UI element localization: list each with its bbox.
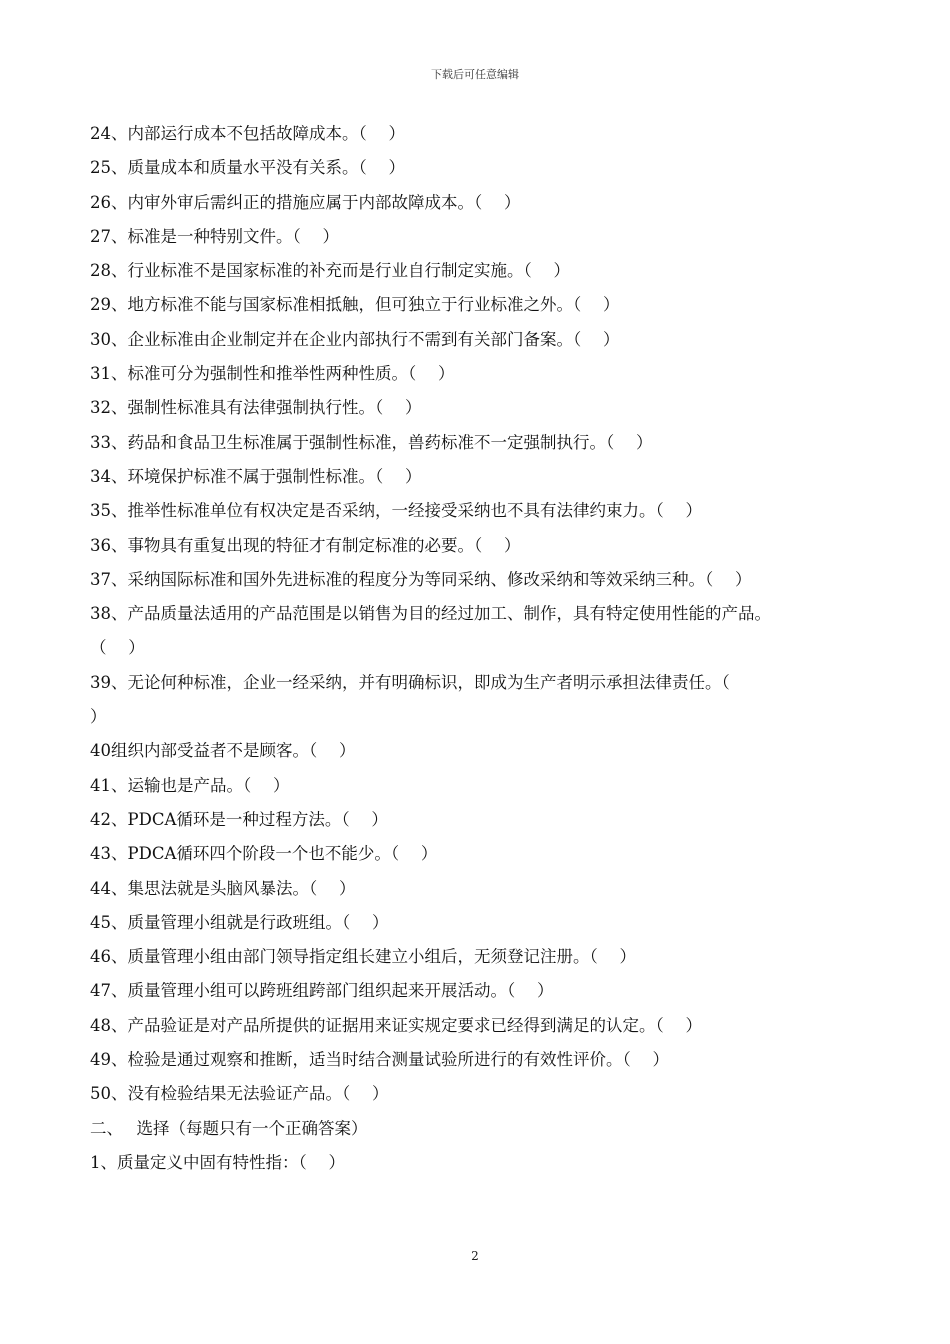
- question-line: 32、强制性标准具有法律强制执行性。（ ）: [90, 398, 422, 418]
- question-line: 38、产品质量法适用的产品范围是以销售为目的经过加工、制作，具有特定使用性能的产品。: [90, 604, 771, 624]
- question-line: 43、PDCA循环四个阶段一个也不能少。（ ）: [90, 844, 438, 864]
- question-line: 30、企业标准由企业制定并在企业内部执行不需到有关部门备案。（ ）: [90, 329, 620, 349]
- question-line: 36、事物具有重复出现的特征才有制定标准的必要。（ ）: [90, 535, 521, 555]
- question-line: 48、产品验证是对产品所提供的证据用来证实规定要求已经得到满足的认定。（ ）: [90, 1015, 702, 1035]
- question-line: 42、PDCA循环是一种过程方法。（ ）: [90, 809, 388, 829]
- question-line: 27、标准是一种特别文件。（ ）: [90, 226, 339, 246]
- question-line: 25、质量成本和质量水平没有关系。（ ）: [90, 158, 405, 178]
- question-list: [90, 124, 890, 1187]
- question-line: 49、检验是通过观察和推断，适当时结合测量试验所进行的有效性评价。（ ）: [90, 1050, 669, 1070]
- page-header: 下载后可任意编辑: [431, 68, 519, 81]
- question-line: 44、集思法就是头脑风暴法。（ ）: [90, 878, 356, 898]
- question-line: 34、环境保护标准不属于强制性标准。（ ）: [90, 466, 422, 486]
- question-line: 45、质量管理小组就是行政班组。（ ）: [90, 912, 389, 932]
- question-line: 47、质量管理小组可以跨班组跨部门组织起来开展活动。（ ）: [90, 981, 554, 1001]
- question-line: 50、没有检验结果无法验证产品。（ ）: [90, 1084, 389, 1104]
- question-line: 39、无论何种标准，企业一经采纳，并有明确标识，即成为生产者明示承担法律责任。（: [90, 672, 730, 692]
- question-line: 35、推举性标准单位有权决定是否采纳，一经接受采纳也不具有法律约束力。（ ）: [90, 501, 702, 521]
- page-number: 2: [471, 1249, 479, 1263]
- question-line: 31、标准可分为强制性和推举性两种性质。（ ）: [90, 364, 455, 384]
- question-line: 46、质量管理小组由部门领导指定组长建立小组后，无须登记注册。（ ）: [90, 947, 636, 967]
- question-line: （ ）: [90, 638, 145, 658]
- question-line: 29、地方标准不能与国家标准相抵触，但可独立于行业标准之外。（ ）: [90, 295, 620, 315]
- question-line: 26、内审外审后需纠正的措施应属于内部故障成本。（ ）: [90, 192, 521, 212]
- question-line: 40组织内部受益者不是顾客。（ ）: [90, 741, 356, 761]
- question-line: 1、质量定义中固有特性指：（ ）: [90, 1152, 345, 1172]
- question-line: 二、 选择（每题只有一个正确答案）: [90, 1118, 368, 1138]
- question-line: 41、运输也是产品。（ ）: [90, 775, 290, 795]
- question-line: 37、采纳国际标准和国外先进标准的程度分为等同采纳、修改采纳和等效采纳三种。（ ）: [90, 569, 752, 589]
- question-line: 28、行业标准不是国家标准的补充而是行业自行制定实施。（ ）: [90, 261, 570, 281]
- question-line: 33、药品和食品卫生标准属于强制性标准，兽药标准不一定强制执行。（ ）: [90, 432, 653, 452]
- question-line: ）: [90, 707, 107, 727]
- question-line: 24、内部运行成本不包括故障成本。（ ）: [90, 124, 405, 143]
